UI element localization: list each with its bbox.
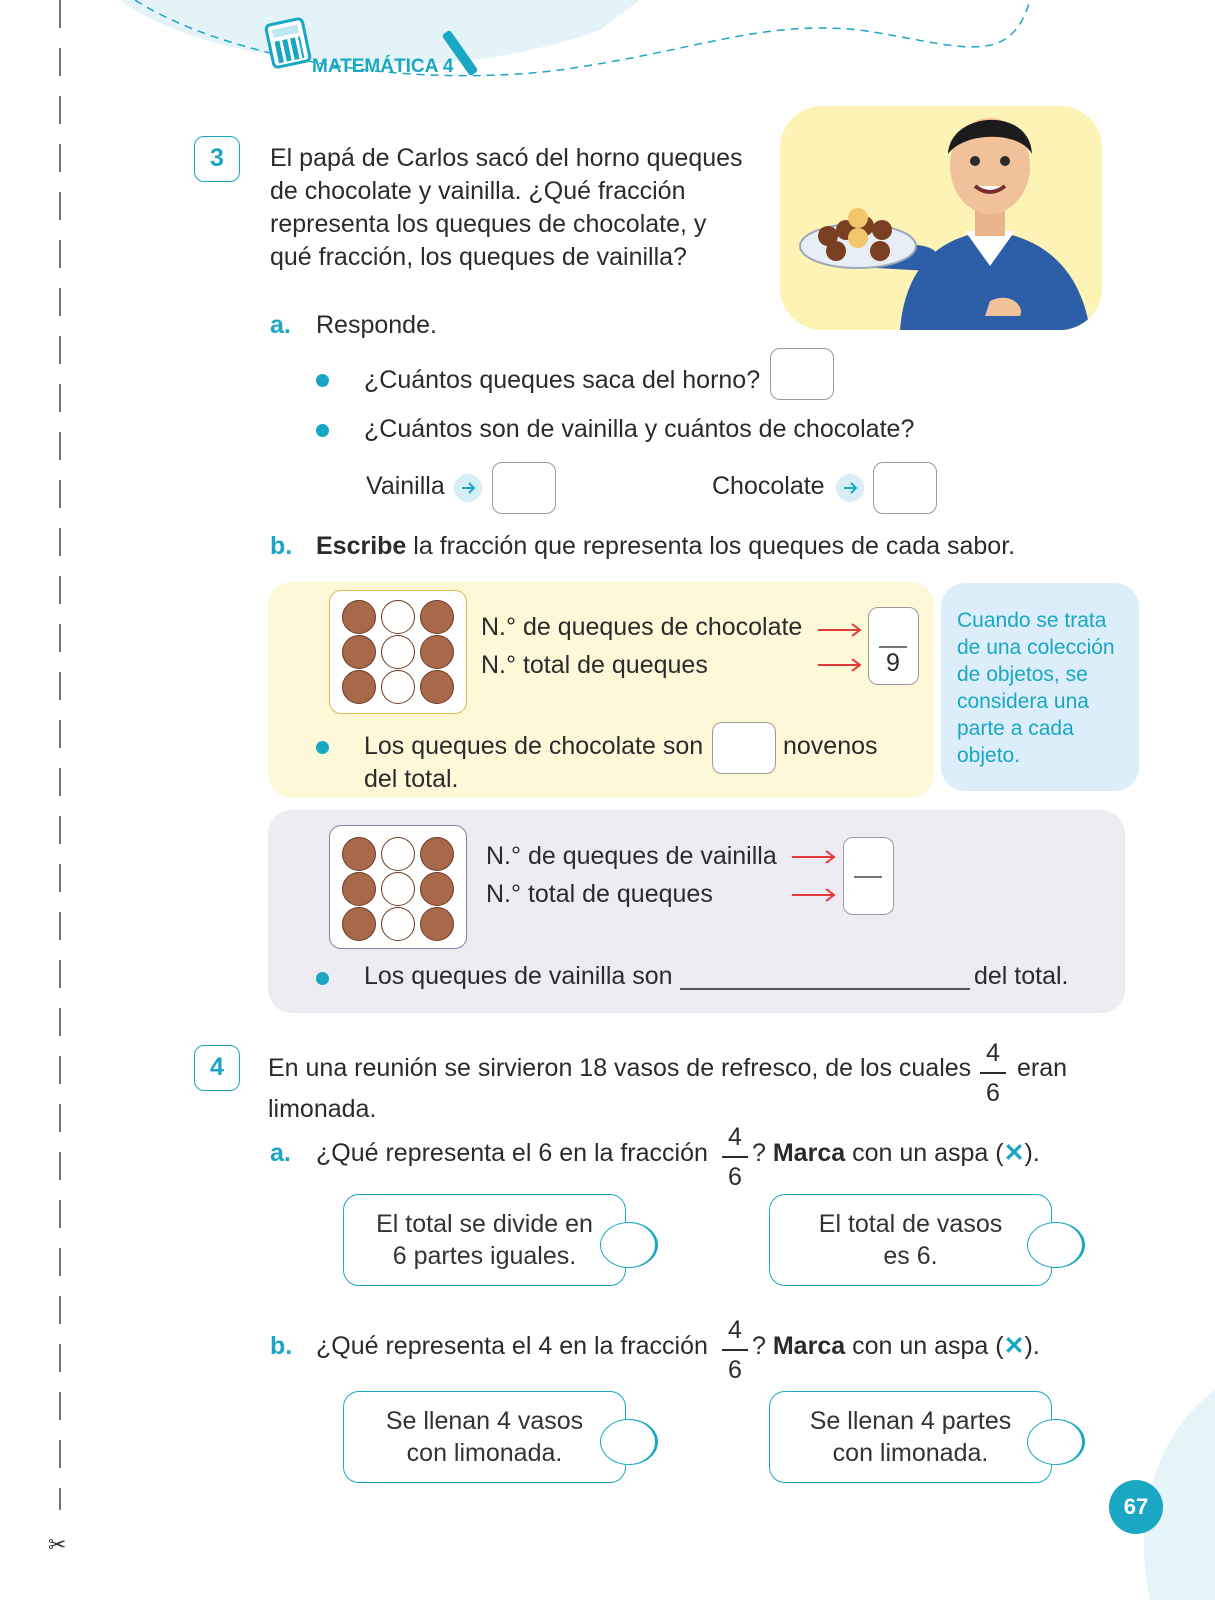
vanilla-fraction-box[interactable] <box>843 837 894 915</box>
bullet <box>316 424 329 437</box>
fraction-4-6: 4 6 <box>978 1038 1008 1108</box>
answer-line-vanilla[interactable] <box>680 988 970 990</box>
answer-box-total[interactable] <box>770 348 834 400</box>
checkbox-4b-1[interactable] <box>600 1419 658 1465</box>
page-number: 67 <box>1109 1480 1163 1534</box>
vanilla-dot-grid <box>329 825 467 949</box>
red-arrow-icon <box>792 850 836 864</box>
bullet <box>316 741 329 754</box>
chocolate-dot-grid <box>329 590 467 714</box>
book-title: MATEMÁTICA 4 <box>312 56 454 77</box>
bullet <box>316 972 329 985</box>
option-4b-1: Se llenan 4 vasos con limonada. <box>343 1391 626 1483</box>
x-mark-icon: ✕ <box>1003 1332 1025 1360</box>
choc-sentence-mid: novenos <box>783 732 878 760</box>
red-arrow-icon <box>818 623 862 637</box>
scissors-icon: ✂ <box>48 1532 67 1557</box>
part-a-instruction: Responde. <box>316 311 437 339</box>
answer-box-choc-ninths[interactable] <box>712 722 776 774</box>
option-4b-2: Se llenan 4 partes con limonada. <box>769 1391 1052 1483</box>
part-4a-marker: a. <box>270 1139 291 1167</box>
choc-sentence-start: Los queques de chocolate son <box>364 732 704 760</box>
question-split: ¿Cuántos son de vainilla y cuántos de chocolate? <box>364 415 915 443</box>
part-4b-marker: b. <box>270 1332 293 1360</box>
question-total-cakes: ¿Cuántos queques saca del horno? <box>364 366 761 394</box>
exercise-number-3: 3 <box>194 136 240 182</box>
info-note: Cuando se trata de una colección de objetos, se considera una parte a cada objeto. <box>941 583 1139 791</box>
exercise-4-line2: limonada. <box>268 1095 377 1123</box>
exercise-3-question: El papá de Carlos sacó del horno queques de chocolate y vainilla. ¿Qué fracción representa los queques de chocolate, y qué fracción, los queques de vainilla? <box>270 144 743 271</box>
option-4a-2: El total de vasos es 6. <box>769 1194 1052 1286</box>
answer-box-vanilla[interactable] <box>492 462 556 514</box>
bullet <box>316 374 329 387</box>
part-4a-question: ¿Qué representa el 6 en la fracción <box>316 1139 708 1167</box>
chocolate-fraction-box[interactable]: 9 <box>868 607 919 685</box>
father-illustration <box>780 106 1102 330</box>
van-numerator-label: N.° de queques de vainilla <box>486 842 777 870</box>
red-arrow-icon <box>792 888 836 902</box>
fraction-4-6: 4 6 <box>720 1122 750 1192</box>
choc-numerator-label: N.° de queques de chocolate <box>481 613 803 641</box>
fraction-4-6: 4 6 <box>720 1315 750 1385</box>
choc-total-label: N.° total de queques <box>481 651 708 679</box>
part-b-marker: b. <box>270 532 293 560</box>
arrow-right-icon <box>836 474 864 502</box>
van-sentence-end: del total. <box>974 962 1069 990</box>
cut-line <box>50 0 70 1600</box>
checkbox-4a-1[interactable] <box>600 1222 658 1268</box>
part-a-marker: a. <box>270 311 291 339</box>
part-b-instruction: Escribe la fracción que representa los queques de cada sabor. <box>316 532 1016 560</box>
vanilla-label: Vainilla <box>366 472 445 500</box>
van-sentence-start: Los queques de vainilla son <box>364 962 673 990</box>
van-total-label: N.° total de queques <box>486 880 713 908</box>
exercise-4-line1: En una reunión se sirvieron 18 vasos de refresco, de los cuales <box>268 1054 972 1082</box>
chocolate-label: Chocolate <box>712 472 825 500</box>
x-mark-icon: ✕ <box>1003 1139 1025 1167</box>
arrow-right-icon <box>454 474 482 502</box>
red-arrow-icon <box>818 658 862 672</box>
answer-box-chocolate[interactable] <box>873 462 937 514</box>
header-decoration <box>0 0 1215 110</box>
checkbox-4b-2[interactable] <box>1027 1419 1085 1465</box>
part-4a-instruction: ? Marca con un aspa (✕). <box>752 1139 1040 1167</box>
exercise-number-4: 4 <box>194 1045 240 1091</box>
option-4a-1: El total se divide en 6 partes iguales. <box>343 1194 626 1286</box>
part-4b-instruction: ? Marca con un aspa (✕). <box>752 1332 1040 1360</box>
exercise-4-line1-end: eran <box>1017 1054 1068 1082</box>
part-4b-question: ¿Qué representa el 4 en la fracción <box>316 1332 708 1360</box>
choc-sentence-end: del total. <box>364 765 459 793</box>
checkbox-4a-2[interactable] <box>1027 1222 1085 1268</box>
